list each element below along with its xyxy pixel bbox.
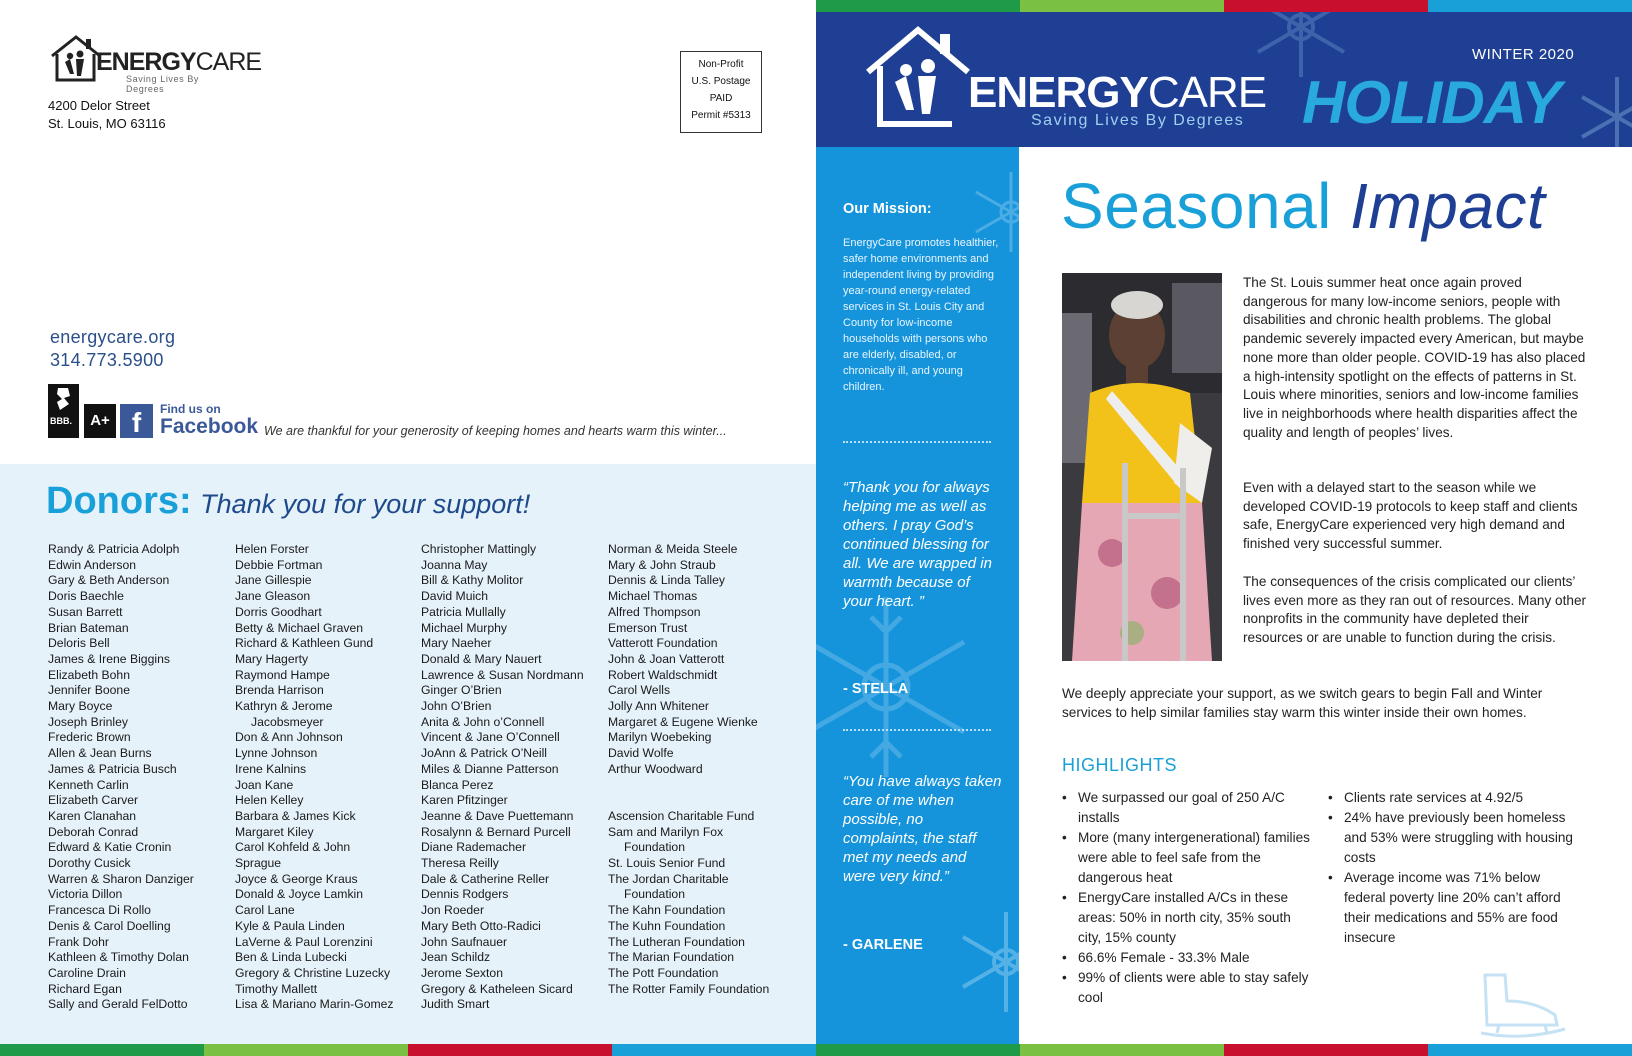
donor-name: Jane Gleason <box>235 589 311 604</box>
donor-name: Elizabeth Bohn <box>48 667 130 682</box>
donor-name: Brenda Harrison <box>235 683 324 698</box>
donor-name: Marilyn Woebeking <box>608 730 712 745</box>
donor-name: Frank Dohr <box>48 934 109 949</box>
donor-name: Foundation <box>624 840 685 855</box>
donor-name: Sally and Gerald FelDotto <box>48 997 188 1012</box>
donor-column-1 <box>48 542 194 1013</box>
testimonial-quote-1: “Thank you for always helping me as well as others. I pray God’s continued blessing for all. We are wrapped in warmth because of your heart. ” <box>843 479 992 610</box>
postage-line: Non-Profit <box>698 59 744 70</box>
donor-name: Patricia Mullally <box>421 604 506 619</box>
postage-indicia <box>680 51 762 133</box>
address-line-2: St. Louis, MO 63116 <box>48 116 166 131</box>
donor-name: Kathleen & Timothy Dolan <box>48 950 189 965</box>
testimonial-quote-2: “You have always taken care of me when possible, no complaints, the staff met my needs and were very kind.” <box>843 773 1002 885</box>
color-bar-right <box>816 1044 1632 1056</box>
donor-name: Jennifer Boone <box>48 683 130 698</box>
highlights-title: HIGHLIGHTS <box>1062 755 1178 775</box>
donor-name: Dorris Goodhart <box>235 604 322 619</box>
donor-name: Elizabeth Carver <box>48 793 139 808</box>
donor-name: JoAnn & Patrick O’Neill <box>421 746 547 761</box>
donor-name: Helen Kelley <box>235 793 304 808</box>
donor-name: John O’Brien <box>421 699 492 714</box>
postage-line: U.S. Postage <box>691 76 751 87</box>
donor-name: Margaret Kiley <box>235 824 314 839</box>
donor-name: John Saufnauer <box>421 934 508 949</box>
donor-name: Kenneth Carlin <box>48 777 129 792</box>
donor-name: Susan Barrett <box>48 604 123 619</box>
donor-name: The Lutheran Foundation <box>608 934 745 949</box>
facebook-link-line2: Facebook <box>160 415 259 438</box>
donor-name: Joan Kane <box>235 777 294 792</box>
facebook-link-line1: Find us on <box>160 402 221 416</box>
highlight-item: • 66.6% Female - 33.3% Male <box>1062 948 1317 968</box>
mission-sidebar <box>816 147 1019 1046</box>
donor-name: Richard Egan <box>48 981 122 996</box>
donor-name: Margaret & Eugene Wienke <box>608 714 758 729</box>
donor-name: Jerome Sexton <box>421 965 503 980</box>
donor-name: Dennis & Linda Talley <box>608 573 725 588</box>
donor-name: Mary Beth Otto-Radici <box>421 918 541 933</box>
edition-label: WINTER 2020 <box>1472 46 1575 63</box>
postage-line: Permit #5313 <box>691 110 751 121</box>
donor-name: Rosalynn & Bernard Purcell <box>421 824 571 839</box>
donor-name: Lawrence & Susan Nordmann <box>421 667 584 682</box>
donor-name: Jean Schildz <box>421 950 491 965</box>
facebook-icon[interactable]: f <box>120 404 153 438</box>
donor-name: Jacobsmeyer <box>251 714 324 729</box>
donor-name: Emerson Trust <box>608 620 688 635</box>
donor-name: Diane Rademacher <box>421 840 527 855</box>
article-title: Seasonal Impact <box>1061 170 1546 242</box>
highlight-item: • We surpassed our goal of 250 A/C installs <box>1062 788 1317 828</box>
bbb-text: BBB. <box>50 416 72 426</box>
donor-name: Mary Hagerty <box>235 651 309 666</box>
donor-name: Sam and Marilyn Fox <box>608 824 724 839</box>
donor-name: Joanna May <box>421 557 488 572</box>
donor-name: Dennis Rodgers <box>421 887 509 902</box>
donor-name: Foundation <box>624 887 685 902</box>
donor-name: Carol Wells <box>608 683 671 698</box>
donor-name: James & Irene Biggins <box>48 651 170 666</box>
article-paragraph-4: We deeply appreciate your support, as we switch gears to begin Fall and Winter services to help similar families stay warm this winter inside their own homes. <box>1062 686 1543 720</box>
highlight-item: • 24% have previously been homeless and 53% were struggling with housing costs <box>1328 808 1578 868</box>
dotted-divider <box>843 441 991 443</box>
phone-number: 314.773.5900 <box>50 350 164 370</box>
address-line-1: 4200 Delor Street <box>48 98 150 113</box>
testimonial-author-1: - STELLA <box>843 681 909 697</box>
donor-name: Lynne Johnson <box>235 746 318 761</box>
donor-name: Denis & Carol Doelling <box>48 918 171 933</box>
article-paragraph-2: Even with a delayed start to the season while we developed COVID-19 protocols to keep staff and clients safe, EnergyCare experienced very high demand and finished very successful summer. <box>1243 480 1578 552</box>
return-address <box>48 97 166 133</box>
donor-name: Jane Gillespie <box>235 573 312 588</box>
donor-column-4 <box>608 542 769 997</box>
donor-name: Helen Forster <box>235 542 309 556</box>
donor-name: Joyce & George Kraus <box>235 871 358 886</box>
highlight-item: • EnergyCare installed A/Cs in these areas: 50% in north city, 35% south city, 15% county <box>1062 888 1317 948</box>
donor-name: Anita & John o’Connell <box>421 714 545 729</box>
donors-title: Donors: <box>46 480 192 522</box>
donor-name: Don & Ann Johnson <box>235 730 343 745</box>
donor-name: Barbara & James Kick <box>235 808 356 823</box>
mission-title: Our Mission: <box>843 201 932 217</box>
donor-name: Theresa Reilly <box>421 856 499 871</box>
donor-name: LaVerne & Paul Lorenzini <box>235 934 373 949</box>
donor-name: Norman & Meida Steele <box>608 542 738 556</box>
highlight-item: • More (many intergenerational) families were able to feel safe from the dangerous heat <box>1062 828 1317 888</box>
donor-spacer <box>608 793 769 809</box>
logo-wordmark: ENERGYCARE <box>96 48 262 76</box>
ice-skate-icon <box>1475 971 1571 1041</box>
donor-name: Timothy Mallett <box>235 981 318 996</box>
donor-column-3 <box>421 542 584 1013</box>
testimonial-author-2: - GARLENE <box>843 937 923 953</box>
donor-name: Caroline Drain <box>48 965 126 980</box>
donor-name: Dale & Catherine Reller <box>421 871 550 886</box>
donor-name: Deloris Bell <box>48 636 110 651</box>
donor-name: Christopher Mattingly <box>421 542 537 556</box>
donors-heading <box>46 480 530 523</box>
donor-name: Joseph Brinley <box>48 714 128 729</box>
holiday-title: HOLIDAY <box>1302 69 1561 136</box>
donors-section <box>0 464 816 1044</box>
donor-name: Ascension Charitable Fund <box>608 808 755 823</box>
donor-name: Ginger O’Brien <box>421 683 502 698</box>
newsletter-front-panel <box>816 0 1632 1056</box>
client-photo <box>1062 273 1222 661</box>
donor-name: Arthur Woodward <box>608 761 703 776</box>
donor-name: Mary Boyce <box>48 699 113 714</box>
donor-name: Bill & Kathy Molitor <box>421 573 524 588</box>
donor-name: The Pott Foundation <box>608 965 719 980</box>
donor-name: Betty & Michael Graven <box>235 620 364 635</box>
donor-name: Randy & Patricia Adolph <box>48 542 180 556</box>
newsletter-header <box>816 12 1632 147</box>
donor-name: The Rotter Family Foundation <box>608 981 770 996</box>
donor-name: Sprague <box>235 856 282 871</box>
donor-name: Gary & Beth Anderson <box>48 573 170 588</box>
donor-name: St. Louis Senior Fund <box>608 856 726 871</box>
header-wordmark: ENERGYCARE <box>968 68 1267 117</box>
house-logo-icon <box>862 24 974 130</box>
donor-name: Kathryn & Jerome <box>235 699 333 714</box>
highlights-list-right <box>1328 788 1578 948</box>
donor-name: Karen Pfitzinger <box>421 793 508 808</box>
snowflake-icon <box>951 907 1019 1017</box>
main-article <box>1019 147 1632 1046</box>
donor-spacer <box>608 778 769 794</box>
donor-name: Brian Bateman <box>48 620 129 635</box>
donor-name: Jon Roeder <box>421 903 485 918</box>
donor-name: Judith Smart <box>421 997 490 1012</box>
donor-name: Dorothy Cusick <box>48 856 131 871</box>
donor-name: Gregory & Katheleen Sicard <box>421 981 573 996</box>
donor-name: Kyle & Paula Linden <box>235 918 345 933</box>
highlight-item: • Clients rate services at 4.92/5 <box>1328 788 1578 808</box>
donor-name: Irene Kalnins <box>235 761 307 776</box>
website-link[interactable]: energycare.org <box>50 327 176 347</box>
donor-name: Mary & John Straub <box>608 557 716 572</box>
donor-name: Miles & Dianne Patterson <box>421 761 559 776</box>
donor-name: John & Joan Vatterott <box>608 651 725 666</box>
donor-name: Blanca Perez <box>421 777 494 792</box>
donor-name: Frederic Brown <box>48 730 131 745</box>
facebook-link[interactable] <box>160 402 258 438</box>
donor-name: Vincent & Jane O’Connell <box>421 730 560 745</box>
donor-name: Lisa & Mariano Marin-Gomez <box>235 997 394 1012</box>
donor-name: Robert Waldschmidt <box>608 667 718 682</box>
color-bar-top <box>816 0 1632 12</box>
highlight-item: • 99% of clients were able to stay safely cool <box>1062 968 1317 1008</box>
donor-name: Alfred Thompson <box>608 604 701 619</box>
donor-name: Raymond Hampe <box>235 667 330 682</box>
donor-name: Carol Lane <box>235 903 295 918</box>
donor-name: The Jordan Charitable <box>608 871 729 886</box>
donor-name: Donald & Joyce Lamkin <box>235 887 364 902</box>
a-plus-rating-badge: A+ <box>84 404 116 438</box>
thanks-line: We are thankful for your generosity of keeping homes and hearts warm this winter... <box>264 424 727 438</box>
highlight-item: • Average income was 71% below federal poverty line 20% can’t afford their medications and 55% are food insecure <box>1328 868 1578 948</box>
article-paragraph-3: The consequences of the crisis complicated our clients’ lives even more as they ran out of resources. Many other nonprofits in the community have depleted their resources or are unable to function during the crisis. <box>1243 574 1587 646</box>
donor-name: Gregory & Christine Luzecky <box>235 965 391 980</box>
donor-name: Mary Naeher <box>421 636 492 651</box>
article-paragraph-1: The St. Louis summer heat once again proved dangerous for many low-income seniors, people with disabilities and chronic health problems. The global pandemic severely impacted every American, but maybe none more than older people. COVID-19 has also placed a high-intensity spotlight on the effects of patterns in St. Louis where minorities, seniors and low-income families live in neighborhoods where health disparities affect the quality and length of peoples’ lives. <box>1243 275 1586 440</box>
donor-name: Allen & Jean Burns <box>48 746 152 761</box>
donor-name: Warren & Sharon Danziger <box>48 871 194 886</box>
donor-name: The Marian Foundation <box>608 950 735 965</box>
donor-name: Jeanne & Dave Puettemann <box>421 808 574 823</box>
donor-name: Edwin Anderson <box>48 557 137 572</box>
donor-name: Jolly Ann Whitener <box>608 699 709 714</box>
donor-name: Francesca Di Rollo <box>48 903 151 918</box>
donor-name: Edward & Katie Cronin <box>48 840 172 855</box>
donor-name: Debbie Fortman <box>235 557 323 572</box>
donor-name: David Muich <box>421 589 489 604</box>
donor-name: Victoria Dillon <box>48 887 123 902</box>
donor-name: James & Patricia Busch <box>48 761 177 776</box>
postage-line: PAID <box>709 93 733 104</box>
energycare-logo-small <box>48 34 262 94</box>
donor-name: David Wolfe <box>608 746 674 761</box>
contact-info <box>50 326 175 372</box>
color-bar-left <box>0 1044 816 1056</box>
donor-name: Carol Kohfeld & John <box>235 840 351 855</box>
badge-row <box>48 384 808 440</box>
snowflake-icon <box>1572 72 1632 147</box>
donor-name: The Kahn Foundation <box>608 903 726 918</box>
donor-name: Karen Clanahan <box>48 808 137 823</box>
donor-name: Richard & Kathleen Gund <box>235 636 374 651</box>
donor-name: Michael Thomas <box>608 589 698 604</box>
donors-subtitle: Thank you for your support! <box>200 489 531 519</box>
donor-name: The Kuhn Foundation <box>608 918 726 933</box>
mission-text: EnergyCare promotes healthier, safer home environments and independent living by providing year-round energy-related services in St. Louis City and County for low-income households with persons who are elderly, disabled, or chronically ill, and young children. <box>843 237 999 393</box>
header-tagline: Saving Lives By Degrees <box>1031 112 1245 129</box>
donor-name: Ben & Linda Lubecki <box>235 950 347 965</box>
donor-name: Donald & Mary Nauert <box>421 651 542 666</box>
bbb-badge-icon <box>48 384 79 438</box>
donor-column-2 <box>235 542 394 1013</box>
logo-tagline: Saving Lives By Degrees <box>126 74 200 94</box>
donor-name: Vatterott Foundation <box>608 636 718 651</box>
highlights-list-left <box>1062 788 1317 1008</box>
donor-name: Deborah Conrad <box>48 824 139 839</box>
dotted-divider <box>843 729 991 731</box>
donor-name: Michael Murphy <box>421 620 508 635</box>
donor-name: Doris Baechle <box>48 589 124 604</box>
